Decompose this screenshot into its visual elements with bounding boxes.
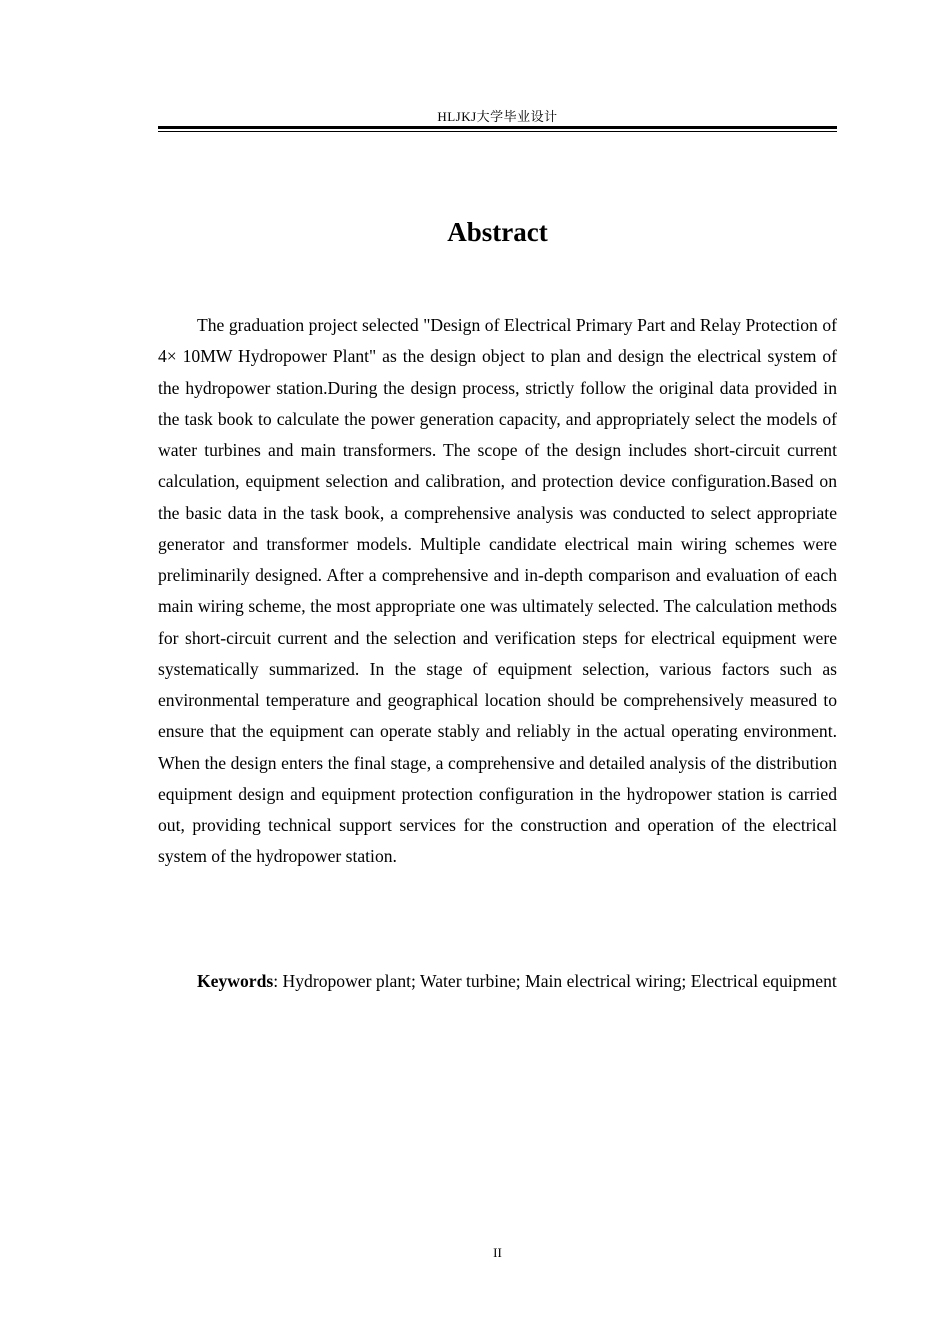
- page-title: Abstract: [447, 217, 548, 247]
- keywords-label: Keywords: [197, 971, 274, 991]
- keywords-separator: :: [273, 971, 283, 991]
- header-rule-thick: [158, 126, 837, 129]
- keywords-text: Hydropower plant; Water turbine; Main electrical wiring; Electrical equipment: [282, 971, 837, 991]
- page-header: HLJKJ大学毕业设计: [437, 109, 558, 124]
- header-rule-thin: [158, 131, 837, 132]
- abstract-paragraph: The graduation project selected "Design of Electrical Primary Part and Relay Protection of 4× 10MW Hydropower Plant" as the design object to plan and design the electrical system of the hydropower station.During the design process, strictly follow the original data provided in the task book to calculate the power generation capacity, and appropriately select the models of water turbines and main transformers. The scope of the design includes short-circuit current calculation, equipment selection and calibration, and protection device configuration.Based on the basic data in the task book, a comprehensive analysis was conducted to select appropriate generator and transformer models. Multiple candidate electrical main wiring schemes were preliminarily designed. After a comprehensive and in-depth comparison and evaluation of each main wiring scheme, the most appropriate one was ultimately selected. The calculation methods for short-circuit current and the selection and verification steps for electrical equipment were systematically summarized. In the stage of equipment selection, various factors such as environmental temperature and geographical location should be comprehensively measured to ensure that the equipment can operate stably and reliably in the actual operating environment. When the design enters the final stage, a comprehensive and detailed analysis of the distribution equipment design and equipment protection configuration in the hydropower station is carried out, providing technical support services for the construction and operation of the electrical system of the hydropower station.: [158, 315, 837, 867]
- page-number: II: [493, 1245, 502, 1260]
- keywords-line: [158, 966, 837, 997]
